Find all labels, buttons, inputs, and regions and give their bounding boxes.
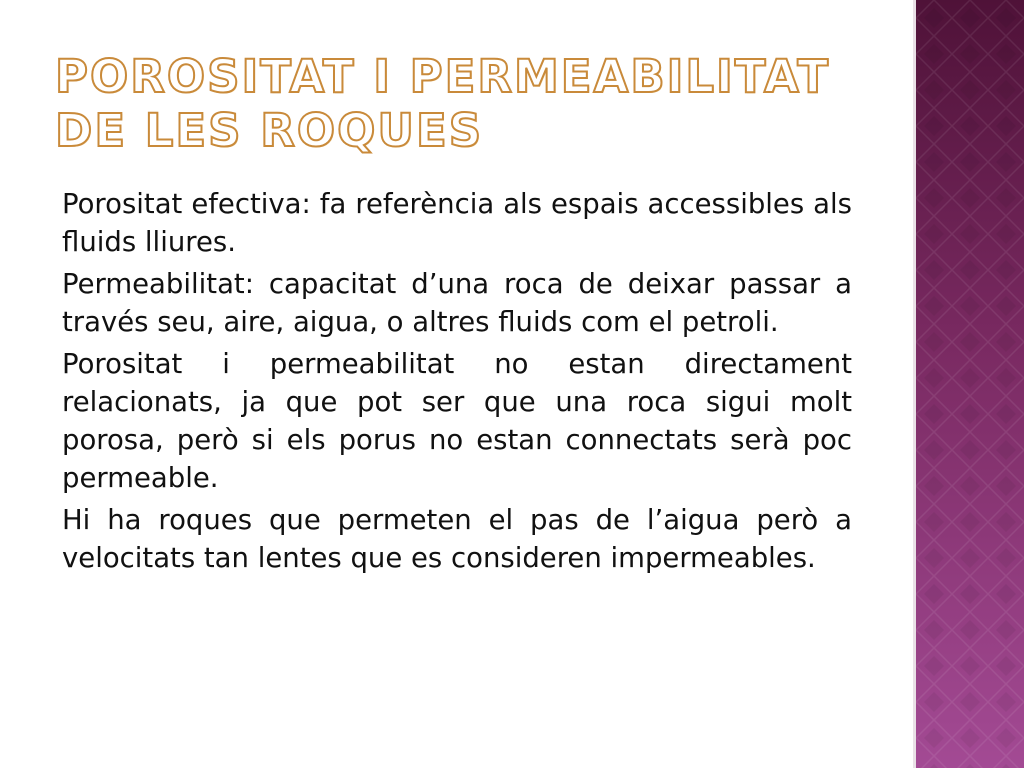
slide-title: POROSITAT I PERMEABILITAT DE LES ROQUES [55,50,831,157]
diamond-pattern-icon [916,0,1024,768]
paragraph-porositat-efectiva: Porositat efectiva: fa referència als espais accessibles als fluids lliures. [62,188,852,258]
paragraph-relacio: Porositat i permeabilitat no estan directament relacionats, ja que pot ser que una roca sigui molt porosa, però si els porus no estan connectats serà poc permeable. [62,348,852,494]
paragraph-permeabilitat: Permeabilitat: capacitat d’una roca de deixar passar a través seu, aire, aigua, o altres fluids com el petroli. [62,268,852,338]
paragraph-roques-impermeables: Hi ha roques que permeten el pas de l’aigua però a velocitats tan lentes que es consideren impermeables. [62,504,852,574]
decorative-side-panel [913,0,1024,768]
slide-body [62,185,852,581]
